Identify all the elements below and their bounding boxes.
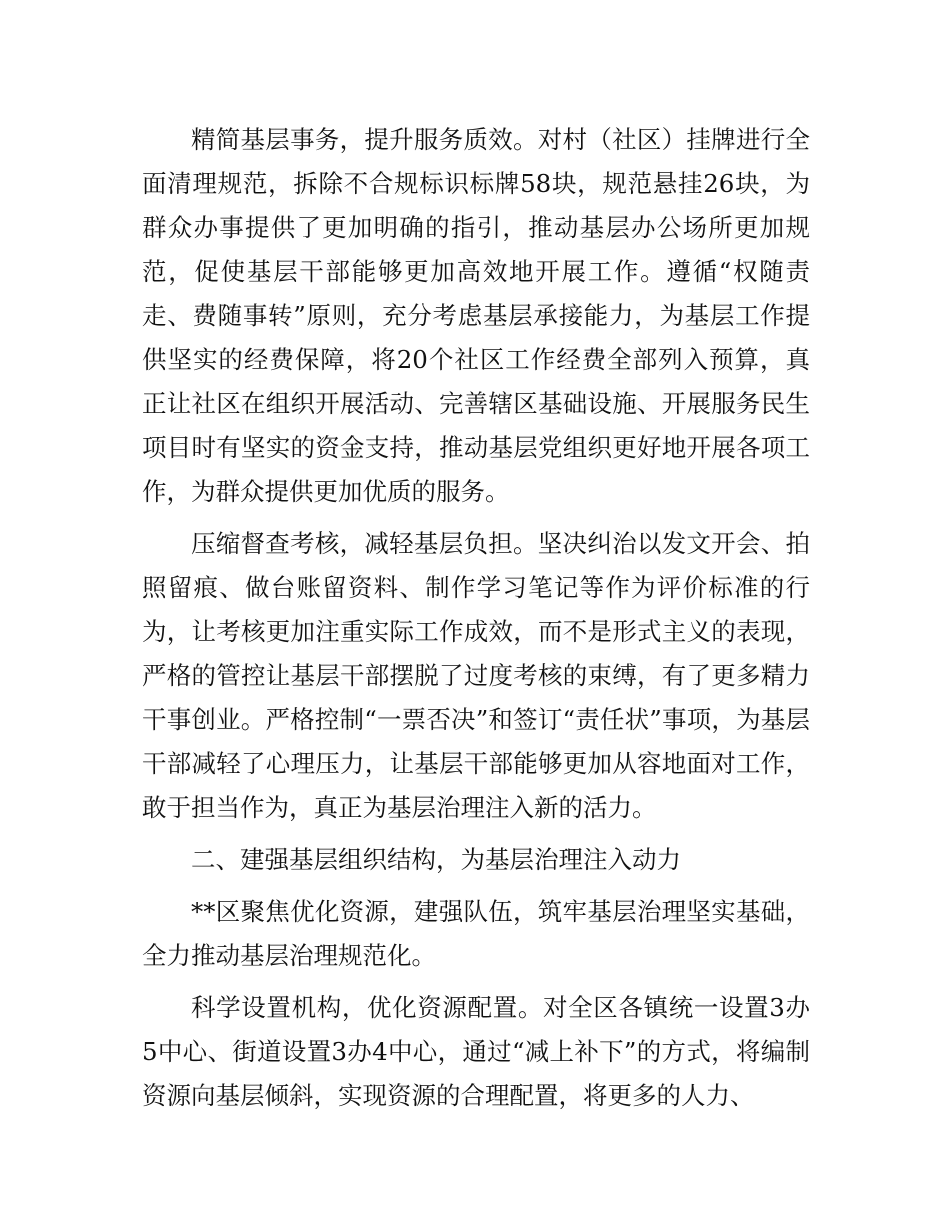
document-page — [142, 118, 810, 1126]
paragraph-reduce-inspections: 压缩督查考核，减轻基层负担。坚决纠治以发文开会、拍照留痕、做台账留资料、制作学习笔记等作为评价标准的行为，让考核更加注重实际工作成效，而不是形式主义的表现，严格的管控让基层干部摆脱了过度考核的束缚，有了更多精力干事创业。严格控制“一票否决”和签订“责任状”事项，为基层干部减轻了心理压力，让基层干部能够更加从容地面对工作，敢于担当作为，真正为基层治理注入新的活力。 — [142, 529, 810, 822]
section-heading: 二、建强基层组织结构，为基层治理注入动力 — [191, 845, 681, 874]
paragraph-institution-setup: 科学设置机构，优化资源配置。对全区各镇统一设置3办5中心、街道设置3办4中心，通过“减上补下”的方式，将编制资源向基层倾斜，实现资源的合理配置，将更多的人力、 — [142, 993, 810, 1110]
paragraph-simplify-affairs: 精简基层事务，提升服务质效。对村（社区）挂牌进行全面清理规范，拆除不合规标识标牌58块，规范悬挂26块，为群众办事提供了更加明确的指引，推动基层办公场所更加规范，促使基层干部能够更加高效地开展工作。遵循“权随责走、费随事转”原则，充分考虑基层承接能力，为基层工作提供坚实的经费保障，将20个社区工作经费全部列入预算，真正让社区在组织开展活动、完善辖区基础设施、开展服务民生项目时有坚实的资金支持，推动基层党组织更好地开展各项工作，为群众提供更加优质的服务。 — [142, 125, 810, 506]
paragraph-section-intro: **区聚焦优化资源，建强队伍，筑牢基层治理坚实基础，全力推动基层治理规范化。 — [142, 897, 810, 970]
